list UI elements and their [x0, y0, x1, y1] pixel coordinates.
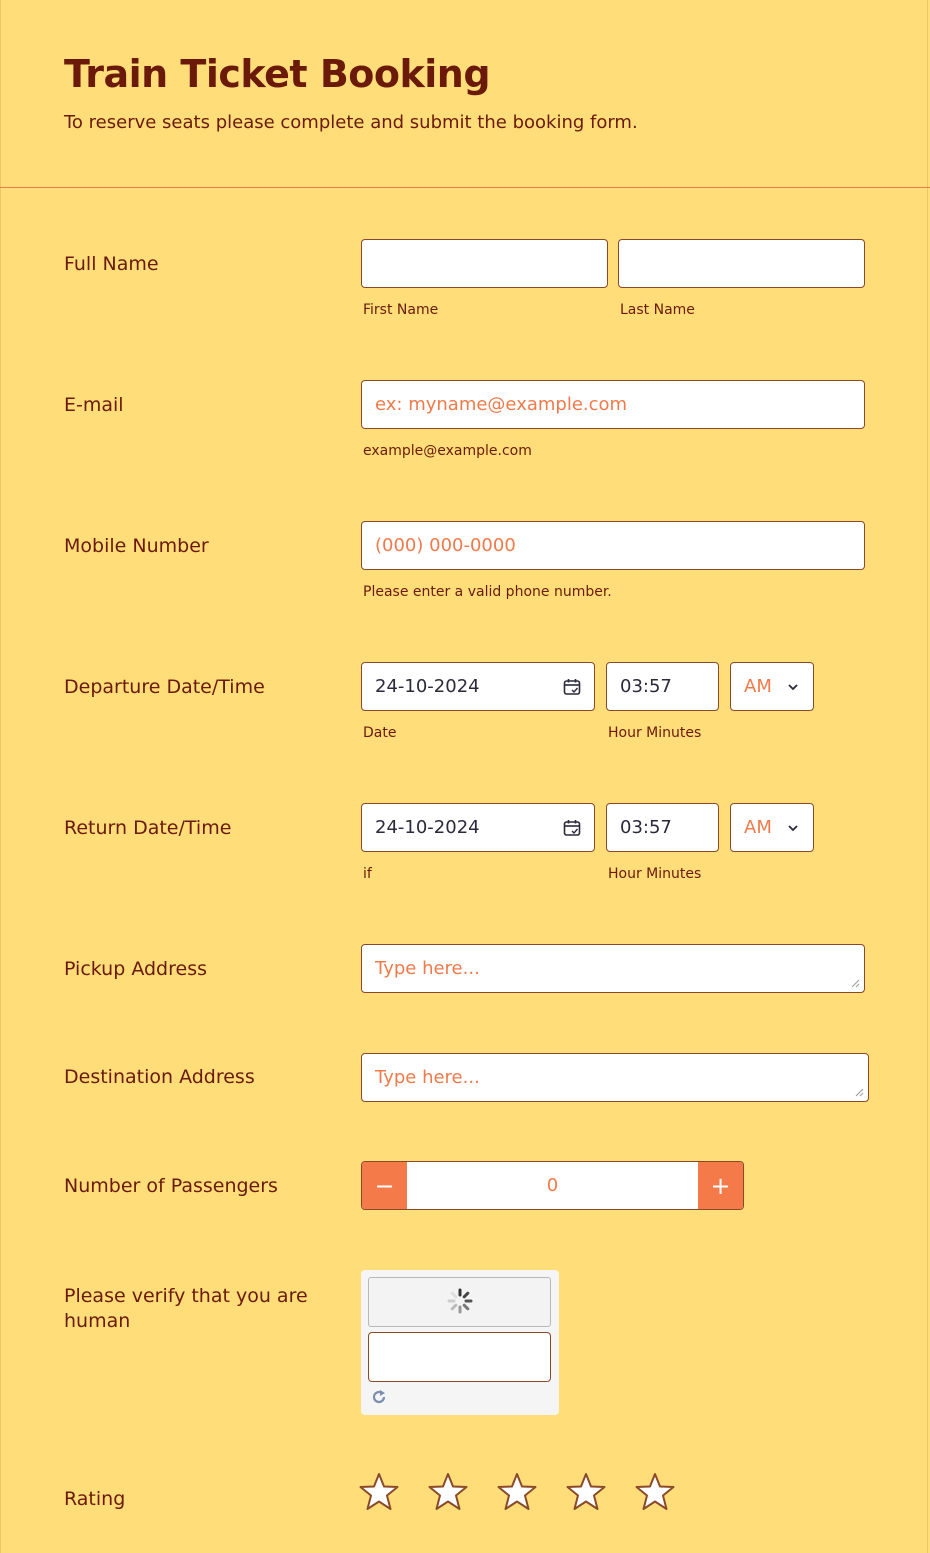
first-name-input[interactable] — [361, 239, 608, 288]
return-date-input[interactable] — [361, 803, 595, 852]
mobile-sublabel: Please enter a valid phone number. — [363, 584, 612, 600]
rating-stars — [359, 1472, 704, 1512]
return-time-input[interactable]: 03:57 — [606, 803, 719, 852]
captcha-input[interactable] — [368, 1332, 551, 1382]
passengers-value-input[interactable]: 0 — [546, 1175, 559, 1196]
calendar-icon[interactable] — [562, 677, 582, 697]
page-title: Train Ticket Booking — [64, 52, 491, 96]
destination-label: Destination Address — [64, 1066, 255, 1088]
star-icon[interactable] — [635, 1472, 675, 1512]
star-icon[interactable] — [566, 1472, 606, 1512]
increment-button[interactable]: + — [698, 1162, 743, 1209]
rating-label: Rating — [64, 1488, 126, 1510]
full-name-label: Full Name — [64, 253, 159, 275]
pickup-placeholder: Type here... — [375, 958, 480, 979]
star-icon[interactable] — [428, 1472, 468, 1512]
star-icon[interactable] — [497, 1472, 537, 1512]
mobile-label: Mobile Number — [64, 535, 209, 557]
return-time-sublabel: Hour Minutes — [608, 866, 702, 882]
captcha-image — [368, 1277, 551, 1327]
loading-spinner-icon — [447, 1288, 473, 1314]
pickup-label: Pickup Address — [64, 958, 207, 980]
first-name-sublabel: First Name — [363, 302, 439, 318]
passengers-stepper — [361, 1161, 744, 1210]
return-ampm-value: AM — [744, 817, 772, 838]
email-input[interactable] — [361, 380, 865, 429]
departure-ampm-value: AM — [744, 676, 772, 697]
calendar-icon[interactable] — [562, 818, 582, 838]
departure-date-input[interactable] — [361, 662, 595, 711]
last-name-sublabel: Last Name — [620, 302, 695, 318]
departure-time-input[interactable]: 03:57 — [606, 662, 719, 711]
email-sublabel: example@example.com — [363, 443, 532, 459]
departure-date-value: 24-10-2024 — [375, 676, 480, 697]
mobile-input[interactable] — [361, 521, 865, 570]
destination-textarea[interactable] — [361, 1053, 869, 1102]
form-header — [64, 52, 638, 133]
star-icon[interactable] — [359, 1472, 399, 1512]
departure-label: Departure Date/Time — [64, 676, 265, 698]
email-label: E-mail — [64, 394, 124, 416]
passengers-label: Number of Passengers — [64, 1175, 278, 1197]
return-date-value: 24-10-2024 — [375, 817, 480, 838]
departure-date-sublabel: Date — [363, 725, 397, 741]
mobile-placeholder: (000) 000-0000 — [375, 535, 516, 556]
refresh-icon[interactable] — [370, 1388, 388, 1406]
departure-ampm-select[interactable] — [730, 662, 814, 711]
chevron-down-icon — [786, 823, 800, 833]
departure-time-sublabel: Hour Minutes — [608, 725, 702, 741]
return-ampm-select[interactable] — [730, 803, 814, 852]
chevron-down-icon — [786, 682, 800, 692]
pickup-textarea[interactable] — [361, 944, 865, 993]
email-placeholder: ex: myname@example.com — [375, 394, 628, 415]
return-date-sublabel: if — [363, 866, 372, 882]
last-name-input[interactable] — [618, 239, 865, 288]
destination-placeholder: Type here... — [375, 1067, 480, 1088]
captcha-widget — [361, 1270, 559, 1415]
header-divider — [0, 187, 930, 188]
resize-handle-icon[interactable] — [851, 979, 860, 988]
return-label: Return Date/Time — [64, 817, 232, 839]
decrement-button[interactable]: − — [362, 1162, 407, 1209]
resize-handle-icon[interactable] — [855, 1088, 864, 1097]
page-subtitle: To reserve seats please complete and submit the booking form. — [64, 112, 638, 133]
captcha-label: Please verify that you are human — [64, 1285, 308, 1332]
